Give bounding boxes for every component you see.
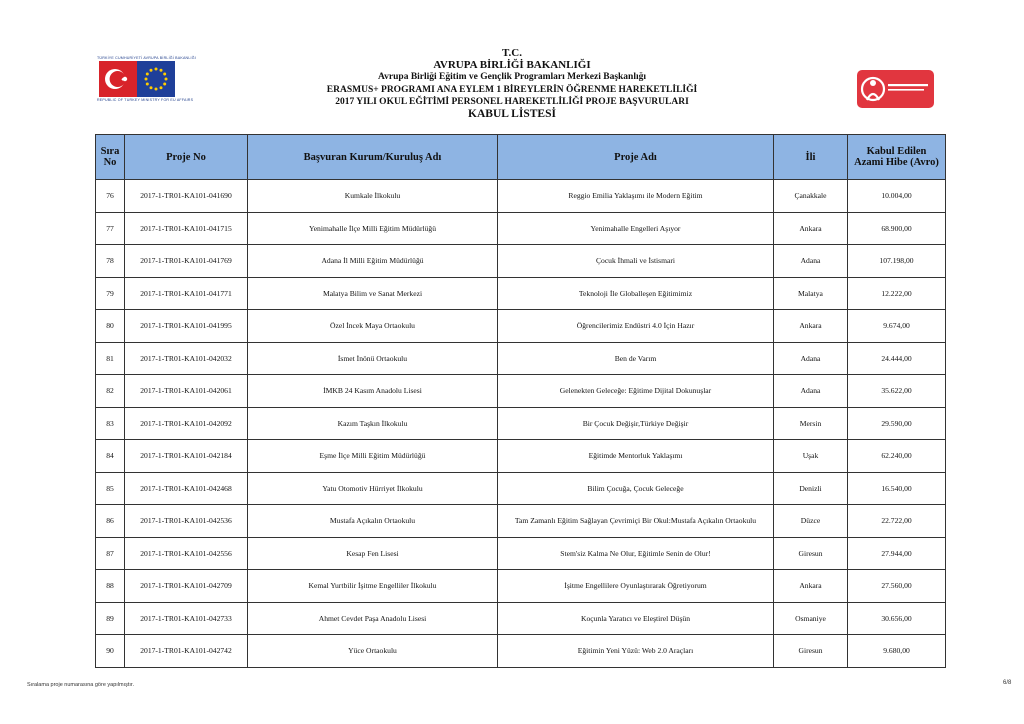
cell-proje-adi: İşitme Engellilere Oyunlaştırarak Öğretiyorum <box>498 570 774 603</box>
cell-kurum: Ahmet Cevdet Paşa Anadolu Lisesi <box>248 602 498 635</box>
col-header-il: İli <box>774 135 848 180</box>
cell-sira: 80 <box>96 310 125 343</box>
cell-il: Mersin <box>774 407 848 440</box>
page-number: 6/8 <box>1003 680 1012 686</box>
cell-sira: 76 <box>96 180 125 213</box>
table-row <box>96 407 946 440</box>
cell-il: Denizli <box>774 472 848 505</box>
cell-proje-no: 2017-1-TR01-KA101-041690 <box>125 180 248 213</box>
cell-proje-no: 2017-1-TR01-KA101-042709 <box>125 570 248 603</box>
cell-il: Ankara <box>774 570 848 603</box>
cell-kurum: Adana İl Milli Eğitim Müdürlüğü <box>248 245 498 278</box>
cell-hibe: 27.944,00 <box>848 537 946 570</box>
cell-proje-no: 2017-1-TR01-KA101-041769 <box>125 245 248 278</box>
table-row <box>96 277 946 310</box>
table-row <box>96 180 946 213</box>
cell-kurum: İsmet İnönü Ortaokulu <box>248 342 498 375</box>
header-list-title: KABUL LİSTESİ <box>468 108 556 121</box>
cell-hibe: 16.540,00 <box>848 472 946 505</box>
header-center: Avrupa Birliği Eğitim ve Gençlik Programları Merkezi Başkanlığı <box>378 72 646 83</box>
header-line-tc: T.C. <box>502 47 522 59</box>
cell-proje-no: 2017-1-TR01-KA101-042092 <box>125 407 248 440</box>
cell-il: Çanakkale <box>774 180 848 213</box>
cell-il: Adana <box>774 245 848 278</box>
cell-proje-adi: Yenimahalle Engelleri Aşıyor <box>498 212 774 245</box>
cell-proje-no: 2017-1-TR01-KA101-042468 <box>125 472 248 505</box>
cell-il: Adana <box>774 375 848 408</box>
cell-sira: 79 <box>96 277 125 310</box>
cell-hibe: 62.240,00 <box>848 440 946 473</box>
table-row <box>96 375 946 408</box>
table-row <box>96 212 946 245</box>
header-call-year: 2017 YILI OKUL EĞİTİMİ PERSONEL HAREKETLİLİĞİ PROJE BAŞVURULARI <box>335 96 689 107</box>
table-header-row <box>96 135 946 180</box>
cell-proje-adi: Bilim Çocuğa, Çocuk Geleceğe <box>498 472 774 505</box>
cell-kurum: Yüce Ortaokulu <box>248 635 498 668</box>
cell-kurum: Yatu Otomotiv Hürriyet İlkokulu <box>248 472 498 505</box>
header-ministry: AVRUPA BİRLİĞİ BAKANLIĞI <box>433 59 591 72</box>
cell-sira: 90 <box>96 635 125 668</box>
cell-kurum: Kazım Taşkın İlkokulu <box>248 407 498 440</box>
cell-hibe: 12.222,00 <box>848 277 946 310</box>
table-row <box>96 342 946 375</box>
cell-sira: 86 <box>96 505 125 538</box>
cell-hibe: 68.900,00 <box>848 212 946 245</box>
footnote: Sıralama proje numarasına göre yapılmıştır. <box>27 682 134 688</box>
cell-proje-adi: Gelenekten Geleceğe: Eğitime Dijital Dokunuşlar <box>498 375 774 408</box>
table-row <box>96 537 946 570</box>
cell-proje-adi: Bir Çocuk Değişir,Türkiye Değişir <box>498 407 774 440</box>
table-row <box>96 505 946 538</box>
table-row <box>96 602 946 635</box>
col-header-proje-adi: Proje Adı <box>498 135 774 180</box>
cell-il: Düzce <box>774 505 848 538</box>
cell-hibe: 29.590,00 <box>848 407 946 440</box>
cell-proje-adi: Koçunla Yaratıcı ve Eleştirel Düşün <box>498 602 774 635</box>
cell-proje-adi: Tam Zamanlı Eğitim Sağlayan Çevrimiçi Bir Okul:Mustafa Açıkalın Ortaokulu <box>498 505 774 538</box>
cell-sira: 82 <box>96 375 125 408</box>
cell-proje-no: 2017-1-TR01-KA101-042742 <box>125 635 248 668</box>
cell-kurum: Eşme İlçe Milli Eğitim Müdürlüğü <box>248 440 498 473</box>
cell-sira: 89 <box>96 602 125 635</box>
cell-proje-adi: Çocuk İhmali ve İstismari <box>498 245 774 278</box>
cell-hibe: 9.680,00 <box>848 635 946 668</box>
cell-hibe: 30.656,00 <box>848 602 946 635</box>
cell-kurum: Mustafa Açıkalın Ortaokulu <box>248 505 498 538</box>
cell-il: Osmaniye <box>774 602 848 635</box>
header-program: ERASMUS+ PROGRAMI ANA EYLEM 1 BİREYLERİN ÖĞRENME HAREKETLİLİĞİ <box>326 84 698 95</box>
document-header <box>0 47 1024 121</box>
table-row <box>96 245 946 278</box>
cell-sira: 87 <box>96 537 125 570</box>
cell-proje-adi: Eğitimin Yeni Yüzü: Web 2.0 Araçları <box>498 635 774 668</box>
cell-proje-adi: Teknoloji İle Globalleşen Eğitimimiz <box>498 277 774 310</box>
cell-il: Giresun <box>774 537 848 570</box>
cell-hibe: 10.004,00 <box>848 180 946 213</box>
cell-proje-adi: Öğrencilerimiz Endüstri 4.0 İçin Hazır <box>498 310 774 343</box>
col-header-sira: Sıra No <box>96 135 125 180</box>
cell-hibe: 27.560,00 <box>848 570 946 603</box>
table-row <box>96 310 946 343</box>
cell-kurum: Kumkale İlkokulu <box>248 180 498 213</box>
table-row <box>96 570 946 603</box>
cell-hibe: 9.674,00 <box>848 310 946 343</box>
cell-proje-no: 2017-1-TR01-KA101-042032 <box>125 342 248 375</box>
col-header-kurum: Başvuran Kurum/Kuruluş Adı <box>248 135 498 180</box>
cell-sira: 83 <box>96 407 125 440</box>
cell-kurum: Malatya Bilim ve Sanat Merkezi <box>248 277 498 310</box>
cell-il: Adana <box>774 342 848 375</box>
logo-bottom-caption: REPUBLIC OF TURKEY MINISTRY FOR EU AFFAIRS <box>97 98 194 102</box>
cell-sira: 77 <box>96 212 125 245</box>
cell-il: Giresun <box>774 635 848 668</box>
cell-proje-adi: Stem'siz Kalma Ne Olur, Eğitimle Senin de Olur! <box>498 537 774 570</box>
cell-il: Malatya <box>774 277 848 310</box>
cell-sira: 81 <box>96 342 125 375</box>
col-header-proje-no: Proje No <box>125 135 248 180</box>
cell-proje-no: 2017-1-TR01-KA101-042556 <box>125 537 248 570</box>
cell-sira: 88 <box>96 570 125 603</box>
cell-kurum: İMKB 24 Kasım Anadolu Lisesi <box>248 375 498 408</box>
col-header-hibe: Kabul Edilen Azami Hibe (Avro) <box>848 135 946 180</box>
cell-hibe: 22.722,00 <box>848 505 946 538</box>
cell-kurum: Yenimahalle İlçe Milli Eğitim Müdürlüğü <box>248 212 498 245</box>
cell-proje-no: 2017-1-TR01-KA101-041715 <box>125 212 248 245</box>
cell-sira: 85 <box>96 472 125 505</box>
cell-proje-no: 2017-1-TR01-KA101-041995 <box>125 310 248 343</box>
cell-hibe: 35.622,00 <box>848 375 946 408</box>
cell-kurum: Kesap Fen Lisesi <box>248 537 498 570</box>
cell-kurum: Özel İncek Maya Ortaokulu <box>248 310 498 343</box>
cell-sira: 78 <box>96 245 125 278</box>
cell-proje-adi: Eğitimde Mentorluk Yaklaşımı <box>498 440 774 473</box>
table-row <box>96 440 946 473</box>
table-row <box>96 635 946 668</box>
cell-hibe: 107.198,00 <box>848 245 946 278</box>
cell-il: Ankara <box>774 212 848 245</box>
acceptance-table <box>95 134 946 668</box>
cell-proje-no: 2017-1-TR01-KA101-042061 <box>125 375 248 408</box>
table-row <box>96 472 946 505</box>
cell-proje-no: 2017-1-TR01-KA101-042536 <box>125 505 248 538</box>
cell-sira: 84 <box>96 440 125 473</box>
cell-proje-no: 2017-1-TR01-KA101-042184 <box>125 440 248 473</box>
cell-il: Uşak <box>774 440 848 473</box>
cell-proje-no: 2017-1-TR01-KA101-042733 <box>125 602 248 635</box>
cell-hibe: 24.444,00 <box>848 342 946 375</box>
cell-il: Ankara <box>774 310 848 343</box>
cell-kurum: Kemal Yurtbilir İşitme Engelliler İlkokulu <box>248 570 498 603</box>
logo-top-caption: TÜRKİYE CUMHURİYETİ AVRUPA BİRLİĞİ BAKANLIĞI <box>97 56 196 60</box>
cell-proje-no: 2017-1-TR01-KA101-041771 <box>125 277 248 310</box>
cell-proje-adi: Reggio Emilia Yaklaşımı ile Modern Eğitim <box>498 180 774 213</box>
cell-proje-adi: Ben de Varım <box>498 342 774 375</box>
